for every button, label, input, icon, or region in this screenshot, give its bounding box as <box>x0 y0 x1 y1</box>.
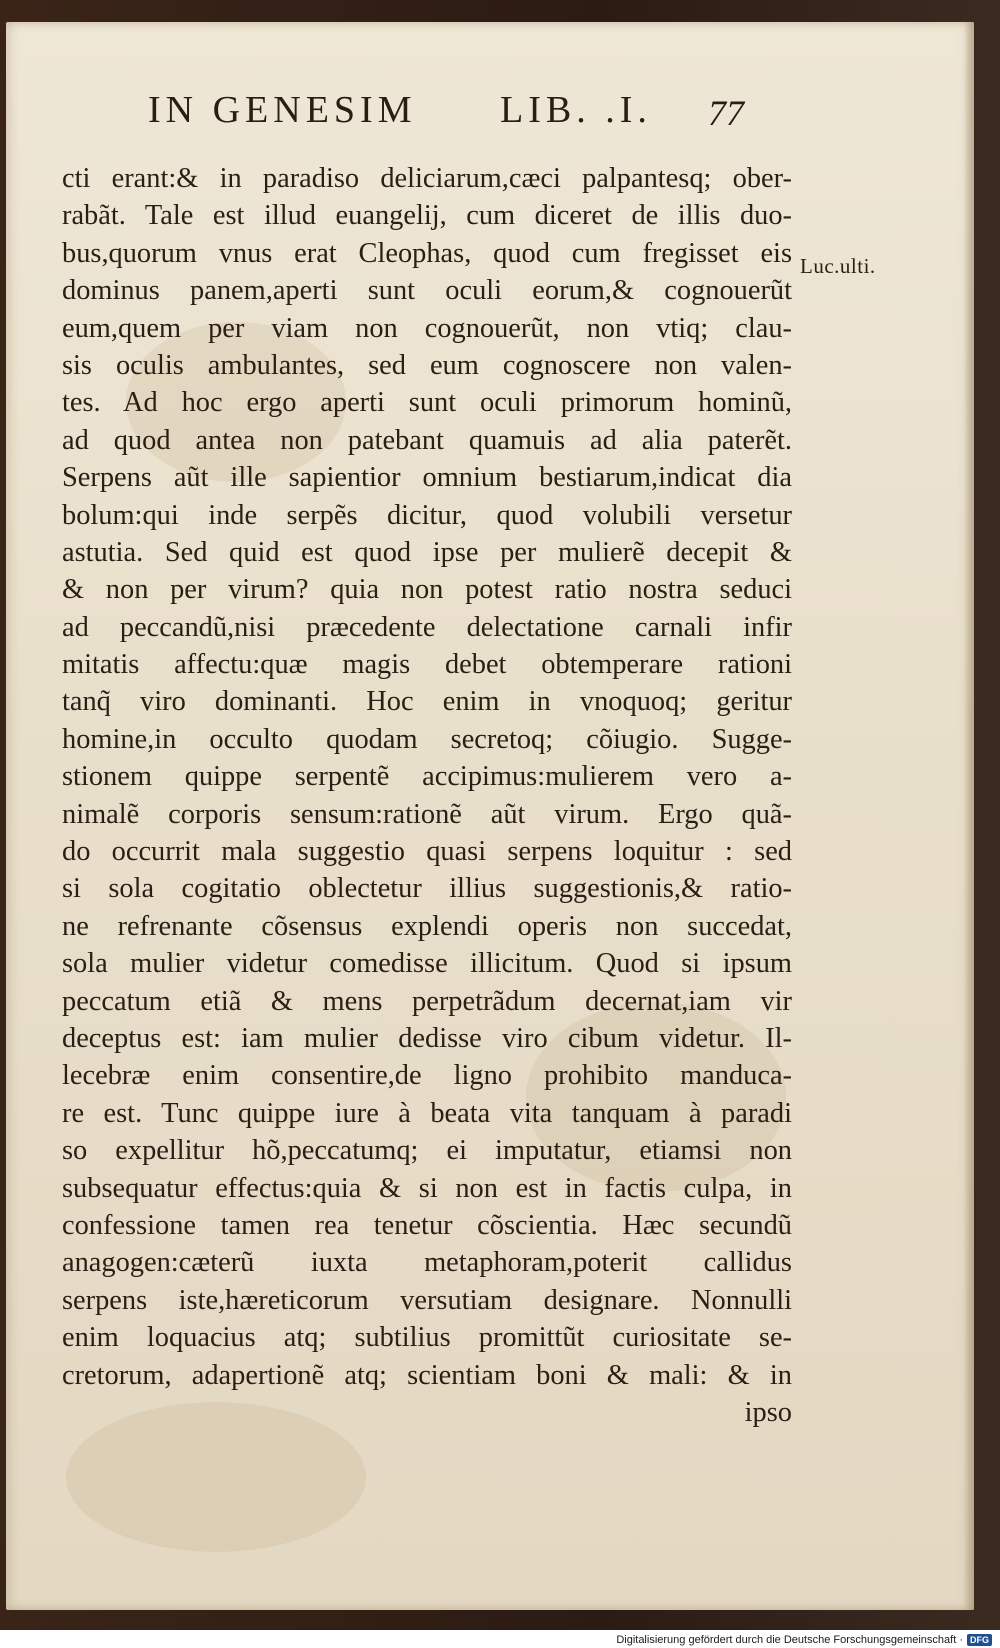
text-line: bolum:qui inde serpẽs dicitur, quod volubili versetur <box>62 499 792 531</box>
footer-bar <box>0 1630 1000 1648</box>
text-line: ne refrenante cõsensus explendi operis non succedat, <box>62 910 792 942</box>
text-line: bus,quorum vnus erat Cleophas, quod cum fregisset eis <box>62 237 792 269</box>
text-line: & non per virum? quia non potest ratio nostra seduci <box>62 574 792 606</box>
text-line: ad quod antea non patebant quamuis ad alia paterẽt. <box>62 424 792 456</box>
text-line: ad peccandũ,nisi præcedente delectatione carnali infir <box>62 611 792 643</box>
page-number: 77 <box>708 93 744 133</box>
text-line: do occurrit mala suggestio quasi serpens loquitur : sed <box>62 836 792 868</box>
text-line: homine,in occulto quodam secretoq; cõiugio. Sugge- <box>62 723 792 755</box>
text-line: re est. Tunc quippe iure à beata vita tanquam à paradi <box>62 1097 792 1129</box>
marginal-note: Luc.ulti. <box>800 254 876 278</box>
text-line: nimalẽ corporis sensum:rationẽ aũt virum. Ergo quã- <box>62 798 792 830</box>
text-line: mitatis affectu:quæ magis debet obtemperare rationi <box>62 649 792 681</box>
text-line: Serpens aũt ille sapientior omnium bestiarum,indicat dia <box>62 462 792 494</box>
text-line: eum,quem per viam non cognouerũt, non vtiq; clau- <box>62 312 792 344</box>
text-line: tanq̃ viro dominanti. Hoc enim in vnoquoq; geritur <box>62 686 792 718</box>
text-line: tes. Ad hoc ergo aperti sunt oculi primorum hominũ, <box>62 387 792 419</box>
funding-credit-text: Digitalisierung gefördert durch die Deutsche Forschungsgemeinschaft · <box>616 1634 963 1646</box>
running-head-book: LIB. .I. <box>500 89 652 131</box>
text-line: deceptus est: iam mulier dedisse viro cibum videtur. Il- <box>62 1022 792 1054</box>
text-line: cretorum, adapertionẽ atq; scientiam boni & mali: & in <box>62 1359 792 1391</box>
page-edge-shadow <box>964 22 974 1610</box>
text-line: cti erant:& in paradiso deliciarum,cæci palpantesq; ober- <box>62 163 792 194</box>
text-line: confessione tamen rea tenetur cõscientia. Hæc secundũ <box>62 1209 792 1241</box>
funding-credit <box>616 1634 992 1646</box>
text-line: subsequatur effectus:quia & si non est in factis culpa, in <box>62 1172 792 1204</box>
text-line: si sola cogitatio oblectetur illius suggestionis,& ratio- <box>62 873 792 905</box>
body-text <box>62 160 792 1431</box>
running-head <box>148 88 848 148</box>
text-line: serpens iste,hæreticorum versutiam designare. Nonnulli <box>62 1284 792 1316</box>
text-line: stionem quippe serpentẽ accipimus:mulierem vero a- <box>62 761 792 793</box>
text-line: so expellitur hõ,peccatumq; ei imputatur, etiamsi non <box>62 1135 792 1167</box>
text-line: lecebræ enim consentire,de ligno prohibito manduca- <box>62 1060 792 1092</box>
text-line: peccatum etiã & mens perpetrãdum decernat,iam vir <box>62 985 792 1017</box>
text-line: astutia. Sed quid est quod ipse per mulierẽ decepit & <box>62 536 792 568</box>
text-line: dominus panem,aperti sunt oculi eorum,& cognouerũt <box>62 275 792 307</box>
text-line-catchword: ipso <box>744 1396 792 1428</box>
text-line: rabãt. Tale est illud euangelij, cum diceret de illis duo- <box>62 200 792 232</box>
text-line: sola mulier videtur comedisse illicitum. Quod si ipsum <box>62 948 792 980</box>
running-head-title: IN GENESIM <box>148 89 417 131</box>
text-line: sis oculis ambulantes, sed eum cognoscere non valen- <box>62 349 792 381</box>
dfg-logo-icon: DFG <box>967 1634 992 1646</box>
text-line: enim loquacius atq; subtilius promittũt curiositate se- <box>62 1322 792 1354</box>
text-line: anagogen:cæterũ iuxta metaphoram,poterit callidus <box>62 1247 792 1279</box>
